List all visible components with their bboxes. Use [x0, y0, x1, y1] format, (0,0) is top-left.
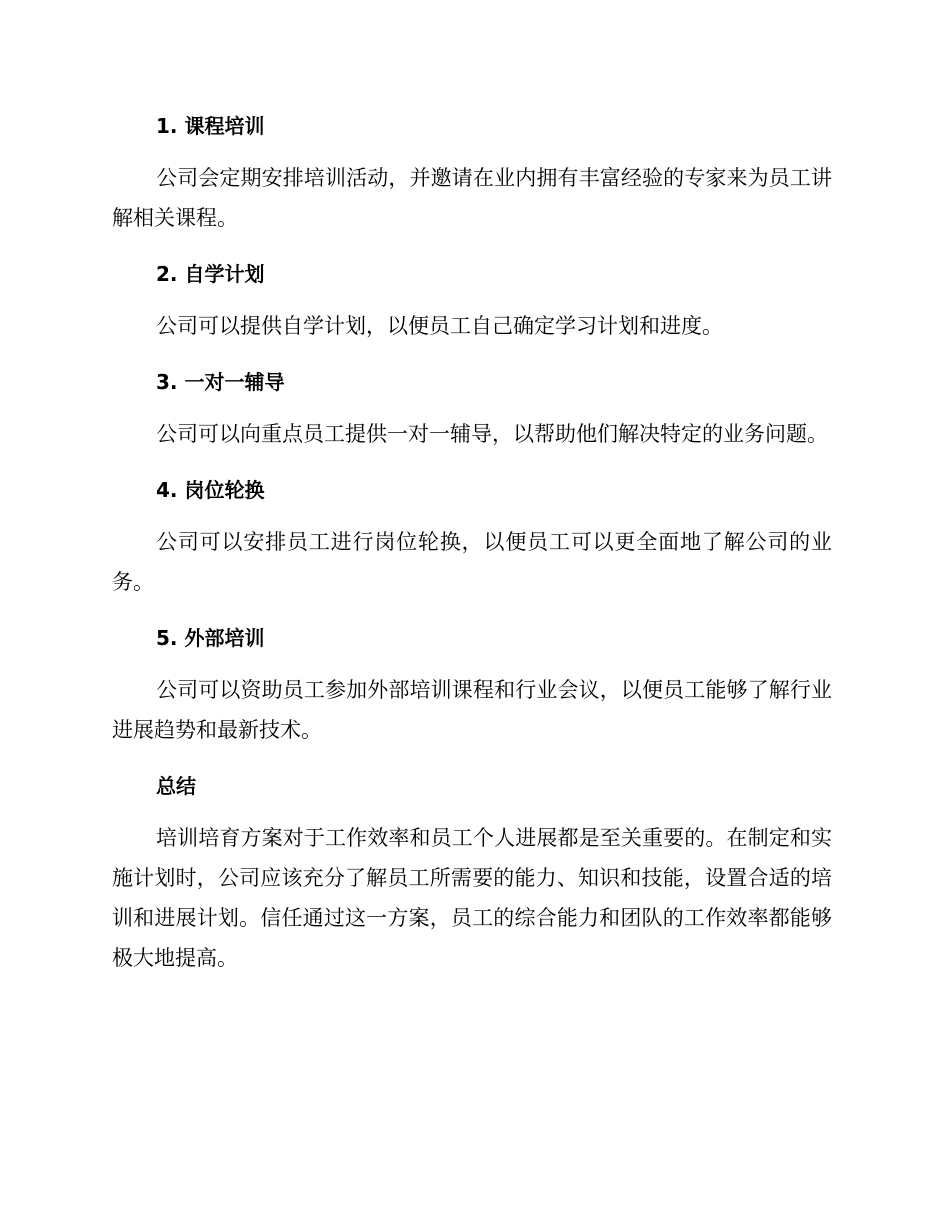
section-body-course-training: 公司会定期安排培训活动，并邀请在业内拥有丰富经验的专家来为员工讲解相关课程。: [112, 166, 832, 230]
document-page: [112, 108, 832, 996]
section-heading-job-rotation: 4. 岗位轮换: [156, 478, 265, 502]
section-heading-course-training: 1. 课程培训: [156, 114, 265, 138]
section-body-external-training: 公司可以资助员工参加外部培训课程和行业会议，以便员工能够了解行业进展趋势和最新技术。: [112, 678, 832, 742]
section-heading-summary: 总结: [156, 774, 196, 798]
section-body-summary: 培训培育方案对于工作效率和员工个人进展都是至关重要的。在制定和实施计划时，公司应该充分了解员工所需要的能力、知识和技能，设置合适的培训和进展计划。信任通过这一方案，员工的综合能力和团队的工作效率都能够极大地提高。: [112, 826, 832, 970]
section-body-job-rotation: 公司可以安排员工进行岗位轮换，以便员工可以更全面地了解公司的业务。: [112, 530, 832, 594]
section-body-mentoring: 公司可以向重点员工提供一对一辅导，以帮助他们解决特定的业务问题。: [156, 422, 828, 446]
section-heading-self-study: 2. 自学计划: [156, 262, 265, 286]
section-heading-external-training: 5. 外部培训: [156, 626, 265, 650]
section-body-self-study: 公司可以提供自学计划，以便员工自己确定学习计划和进度。: [156, 314, 723, 338]
section-heading-mentoring: 3. 一对一辅导: [156, 370, 285, 394]
